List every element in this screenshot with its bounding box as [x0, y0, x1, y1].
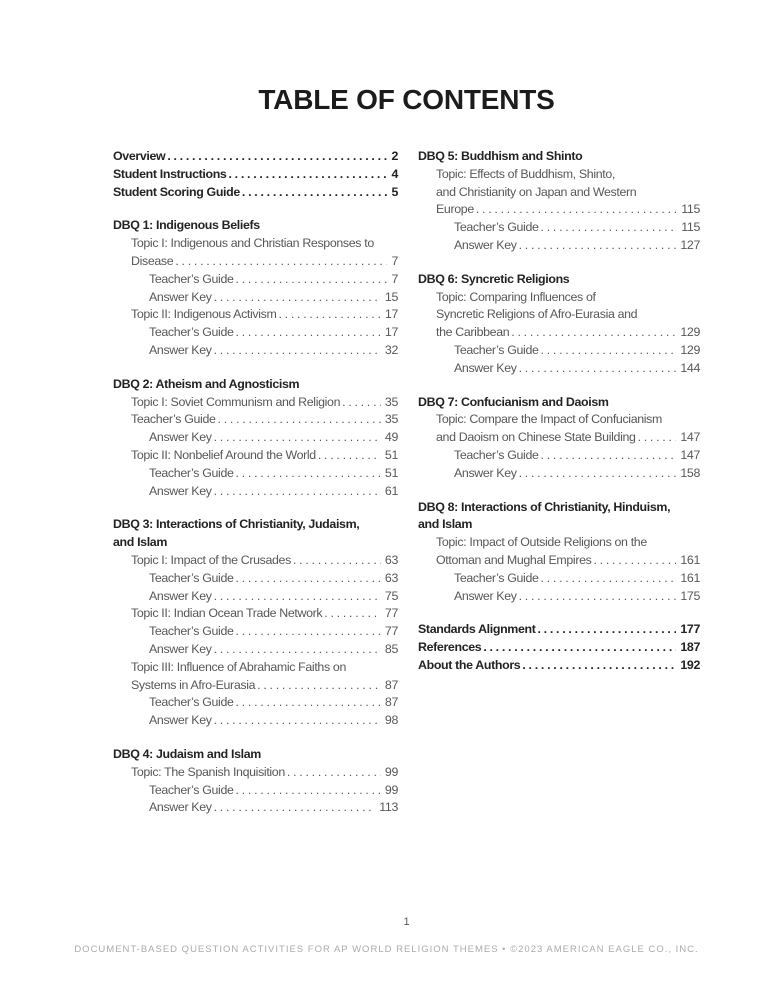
toc-block	[418, 394, 700, 483]
toc-entry-label: References	[418, 640, 482, 655]
toc-entry-line	[113, 184, 398, 202]
toc-entry-page: 158	[680, 465, 700, 480]
toc-entry-page: 63	[384, 570, 398, 585]
toc-entry-line	[149, 623, 398, 641]
toc-entry	[418, 570, 700, 588]
toc-entry	[113, 623, 398, 641]
toc-entry-label: Answer Key	[454, 465, 517, 480]
toc-block	[113, 148, 398, 201]
dot-leader	[318, 447, 381, 465]
toc-entry-page: 35	[384, 394, 398, 409]
toc-entry-page: 127	[680, 237, 700, 252]
toc-block	[418, 148, 700, 255]
toc-entry	[418, 588, 700, 606]
toc-entry-line	[454, 219, 700, 237]
toc-entry	[418, 447, 700, 465]
dot-leader	[236, 694, 381, 712]
toc-entry-page: 113	[379, 800, 398, 815]
toc-entry-page: 7	[391, 253, 398, 268]
toc-entry-line	[436, 324, 700, 342]
toc-entry	[113, 148, 398, 166]
toc-entry-line	[149, 570, 398, 588]
toc-entry-line	[149, 712, 398, 730]
dot-leader	[594, 552, 677, 570]
toc-entry-line	[131, 677, 398, 695]
toc-entry-page: 51	[384, 465, 398, 480]
toc-entry	[113, 429, 398, 447]
toc-entry-page: 77	[384, 606, 398, 621]
toc-entry-label: Disease	[131, 253, 174, 268]
toc-entry	[113, 271, 398, 289]
dot-leader	[214, 289, 381, 307]
toc-entry-page: 63	[384, 552, 398, 567]
toc-entry	[418, 411, 700, 447]
toc-entry-label: Answer Key	[454, 360, 517, 375]
dot-leader	[293, 552, 381, 570]
dot-leader	[522, 657, 676, 675]
dot-leader	[236, 623, 381, 641]
toc-entry-label: Answer Key	[149, 800, 212, 815]
toc-entry-line	[418, 621, 700, 639]
dot-leader	[324, 605, 381, 623]
toc-entry-label: Teacher’s Guide	[149, 465, 234, 480]
toc-entry	[418, 342, 700, 360]
toc-entry-page: 161	[680, 552, 700, 567]
page-number: 1	[403, 916, 410, 928]
toc-entry-page: 85	[384, 641, 398, 656]
toc-entry-page: 99	[384, 782, 398, 797]
toc-entry	[113, 447, 398, 465]
toc-entry-label: Ottoman and Mughal Empires	[436, 552, 592, 567]
toc-entry-line	[131, 552, 398, 570]
toc-entry-label: Answer Key	[149, 430, 212, 445]
dbq-heading: DBQ 3: Interactions of Christianity, Judaism,	[113, 517, 360, 532]
toc-entry	[418, 166, 700, 219]
toc-entry	[113, 483, 398, 501]
toc-entry	[113, 712, 398, 730]
toc-entry-label: Teacher’s Guide	[454, 342, 539, 357]
toc-entry-line	[149, 324, 398, 342]
toc-entry	[113, 588, 398, 606]
toc-entry	[113, 641, 398, 659]
toc-entry-label: Student Instructions	[113, 166, 227, 181]
toc-entry-line	[418, 657, 700, 675]
dot-leader	[236, 271, 388, 289]
dot-leader	[214, 483, 381, 501]
toc-entry	[113, 605, 398, 623]
toc-entry-line	[454, 570, 700, 588]
toc-entry-line	[131, 764, 398, 782]
toc-entry-line: Topic I: Indigenous and Christian Responses to	[131, 236, 374, 251]
toc-entry	[418, 465, 700, 483]
toc-entry	[113, 411, 398, 429]
dot-leader	[541, 219, 678, 237]
dot-leader	[236, 570, 381, 588]
dbq-heading: DBQ 8: Interactions of Christianity, Hinduism,	[418, 499, 671, 514]
toc-entry-page: 4	[391, 166, 398, 181]
toc-entry-label: Teacher’s Guide	[454, 570, 539, 585]
toc-entry	[113, 799, 398, 817]
toc-entry-line	[454, 342, 700, 360]
dbq-heading: DBQ 5: Buddhism and Shinto	[418, 149, 583, 163]
toc-entry-line: and Christianity on Japan and Western	[436, 184, 637, 199]
toc-entry-page: 161	[680, 570, 700, 585]
toc-entry-page: 129	[680, 325, 700, 340]
toc-block	[113, 376, 398, 501]
page-title: TABLE OF CONTENTS	[258, 84, 555, 115]
toc-entry-label: Standards Alignment	[418, 622, 536, 637]
dot-leader	[519, 360, 677, 378]
dot-leader	[175, 253, 387, 271]
dot-leader	[167, 148, 387, 166]
toc-entry-label: Teacher’s Guide	[454, 220, 539, 235]
toc-entry-line	[131, 394, 398, 412]
toc-entry	[113, 659, 398, 695]
dot-leader	[228, 166, 387, 184]
dot-leader	[541, 342, 677, 360]
toc-entry-line	[149, 483, 398, 501]
dot-leader	[519, 237, 677, 255]
toc-entry-label: Answer Key	[149, 588, 212, 603]
toc-entry-page: 17	[384, 325, 398, 340]
toc-block	[113, 746, 398, 817]
toc-entry-line	[149, 271, 398, 289]
toc-entry-line	[454, 465, 700, 483]
toc-entry-page: 77	[384, 624, 398, 639]
toc-entry	[418, 534, 700, 570]
toc-entry	[113, 289, 398, 307]
toc-entry-label: Teacher’s Guide	[149, 570, 234, 585]
dot-leader	[214, 641, 381, 659]
toc-entry-label: Teacher’s Guide	[149, 695, 234, 710]
toc-entry-label: and Daoism on Chinese State Building	[436, 430, 636, 445]
toc-entry-line: Topic: Impact of Outside Religions on the	[436, 535, 647, 550]
toc-entry	[113, 782, 398, 800]
toc-entry	[113, 342, 398, 360]
toc-entry-label: Answer Key	[149, 483, 212, 498]
toc-entry	[113, 324, 398, 342]
toc-entry-page: 51	[384, 447, 398, 462]
dot-leader	[511, 324, 676, 342]
toc-column	[418, 148, 700, 817]
toc-entry-label: Teacher’s Guide	[454, 447, 539, 462]
toc-entry	[418, 639, 700, 657]
toc-entry-label: Topic: The Spanish Inquisition	[131, 764, 285, 779]
dot-leader	[541, 447, 677, 465]
toc-entry-page: 192	[680, 657, 700, 672]
toc-entry-line	[131, 306, 398, 324]
toc-entry-label: Overview	[113, 149, 166, 163]
toc-entry-page: 15	[384, 289, 398, 304]
dot-leader	[236, 465, 381, 483]
toc-entry-label: Europe	[436, 202, 474, 217]
dot-leader	[519, 588, 677, 606]
toc-entry	[113, 306, 398, 324]
toc-entry-label: Systems in Afro-Eurasia	[131, 677, 256, 692]
dbq-heading: DBQ 1: Indigenous Beliefs	[113, 218, 260, 233]
dot-leader	[214, 799, 376, 817]
toc-entry-line	[149, 289, 398, 307]
toc-entry	[113, 166, 398, 184]
dot-leader	[214, 429, 381, 447]
toc-block	[418, 621, 700, 674]
toc-entry	[113, 235, 398, 271]
dot-leader	[279, 306, 381, 324]
toc-column	[113, 148, 398, 817]
toc-entry	[113, 394, 398, 412]
dot-leader	[218, 411, 381, 429]
dot-leader	[236, 782, 381, 800]
toc-entry	[113, 184, 398, 202]
toc-entry-page: 115	[681, 220, 700, 235]
toc-entry-line	[131, 605, 398, 623]
toc-entry-page: 147	[680, 430, 700, 445]
toc-entry-line	[454, 447, 700, 465]
toc-entry-line: Topic: Comparing Influences of	[436, 289, 596, 304]
toc-entry-page: 115	[681, 202, 700, 217]
toc-entry	[418, 657, 700, 675]
toc-entry-label: Topic II: Nonbelief Around the World	[131, 447, 316, 462]
toc-entry-page: 99	[384, 764, 398, 779]
toc-entry-label: Answer Key	[454, 237, 517, 252]
toc-block	[418, 499, 700, 606]
toc-entry-label: Teacher’s Guide	[131, 412, 216, 427]
footer-text: DOCUMENT-BASED QUESTION ACTIVITIES FOR AP WORLD RELIGION THEMES • ©2023 AMERICAN EAGLE CO., INC.	[74, 944, 699, 955]
toc-block	[418, 271, 700, 378]
toc-entry-label: the Caribbean	[436, 325, 510, 340]
toc-entry-line	[149, 694, 398, 712]
dot-leader	[287, 764, 381, 782]
dot-leader	[638, 429, 677, 447]
toc-entry	[113, 694, 398, 712]
toc-entry-line	[113, 148, 398, 166]
toc-entry	[418, 621, 700, 639]
toc-entry-line	[149, 342, 398, 360]
toc-entry-page: 147	[680, 447, 700, 462]
toc-entry-label: Topic II: Indian Ocean Trade Network	[131, 606, 323, 621]
toc-entry-page: 35	[384, 412, 398, 427]
dot-leader	[236, 324, 381, 342]
dot-leader	[342, 394, 381, 412]
dot-leader	[476, 201, 677, 219]
toc-entry-page: 7	[391, 271, 398, 286]
toc-entry-line: Topic III: Influence of Abrahamic Faiths on	[131, 659, 346, 674]
toc-entry-label: Student Scoring Guide	[113, 184, 240, 199]
toc-entry-label: Teacher’s Guide	[149, 271, 234, 286]
toc-entry-line	[149, 465, 398, 483]
toc-entry-line	[436, 552, 700, 570]
table-of-contents	[113, 148, 700, 817]
toc-entry-line	[418, 639, 700, 657]
dot-leader	[541, 570, 677, 588]
toc-entry-page: 87	[384, 677, 398, 692]
toc-entry	[418, 219, 700, 237]
toc-entry-page: 61	[384, 483, 398, 498]
toc-entry-line	[454, 237, 700, 255]
toc-entry-line	[131, 411, 398, 429]
toc-entry-page: 75	[384, 588, 398, 603]
toc-entry-line	[131, 447, 398, 465]
toc-entry-label: Topic I: Soviet Communism and Religion	[131, 394, 341, 409]
toc-block	[113, 217, 398, 359]
toc-entry-page: 17	[384, 307, 398, 322]
dot-leader	[214, 712, 381, 730]
toc-entry	[113, 552, 398, 570]
dbq-heading: DBQ 6: Syncretic Religions	[418, 271, 570, 286]
toc-entry-label: Topic II: Indigenous Activism	[131, 307, 277, 322]
toc-entry-page: 129	[680, 342, 700, 357]
toc-entry-label: Answer Key	[149, 641, 212, 656]
dot-leader	[483, 639, 676, 657]
toc-entry-label: Teacher’s Guide	[149, 325, 234, 340]
toc-entry-line	[454, 360, 700, 378]
toc-entry	[418, 289, 700, 342]
dbq-heading: DBQ 4: Judaism and Islam	[113, 746, 261, 761]
toc-entry-label: Teacher’s Guide	[149, 624, 234, 639]
dbq-heading: and Islam	[113, 535, 168, 550]
dot-leader	[242, 184, 388, 202]
dbq-heading: DBQ 7: Confucianism and Daoism	[418, 394, 609, 409]
toc-entry-label: About the Authors	[418, 657, 521, 672]
toc-entry-label: Answer Key	[149, 713, 212, 728]
toc-entry-page: 187	[680, 640, 700, 655]
toc-entry-page: 98	[384, 713, 398, 728]
toc-entry-line	[149, 799, 398, 817]
toc-entry-line	[131, 253, 398, 271]
toc-entry-page: 177	[680, 622, 700, 637]
toc-entry	[418, 237, 700, 255]
toc-entry-line	[113, 166, 398, 184]
toc-entry	[113, 570, 398, 588]
toc-entry-line	[149, 588, 398, 606]
toc-entry-line	[149, 429, 398, 447]
toc-entry-page: 49	[384, 430, 398, 445]
toc-entry-page: 175	[680, 588, 700, 603]
toc-entry-label: Topic I: Impact of the Crusades	[131, 552, 291, 567]
toc-entry-page: 32	[384, 342, 398, 357]
toc-entry-label: Answer Key	[149, 342, 212, 357]
toc-entry-line: Topic: Effects of Buddhism, Shinto,	[436, 166, 615, 181]
toc-entry-line	[436, 201, 700, 219]
toc-entry-page: 144	[680, 360, 700, 375]
toc-entry-label: Answer Key	[149, 289, 212, 304]
toc-block	[113, 516, 398, 730]
toc-entry-page: 87	[384, 695, 398, 710]
toc-entry	[418, 360, 700, 378]
toc-entry	[113, 465, 398, 483]
toc-entry-line	[149, 641, 398, 659]
dot-leader	[257, 677, 381, 695]
dot-leader	[214, 588, 381, 606]
dot-leader	[214, 342, 381, 360]
toc-entry-label: Teacher’s Guide	[149, 782, 234, 797]
toc-entry-page: 2	[391, 149, 398, 163]
toc-entry	[113, 764, 398, 782]
toc-entry-line: Topic: Compare the Impact of Confucianism	[436, 412, 662, 427]
dot-leader	[519, 465, 677, 483]
toc-entry-label: Answer Key	[454, 588, 517, 603]
dot-leader	[538, 621, 677, 639]
dbq-heading: and Islam	[418, 517, 473, 532]
toc-entry-line	[149, 782, 398, 800]
toc-entry-line	[436, 429, 700, 447]
toc-entry-line	[454, 588, 700, 606]
toc-entry-line: Syncretic Religions of Afro-Eurasia and	[436, 307, 638, 322]
dbq-heading: DBQ 2: Atheism and Agnosticism	[113, 376, 300, 391]
toc-entry-page: 5	[391, 184, 398, 199]
